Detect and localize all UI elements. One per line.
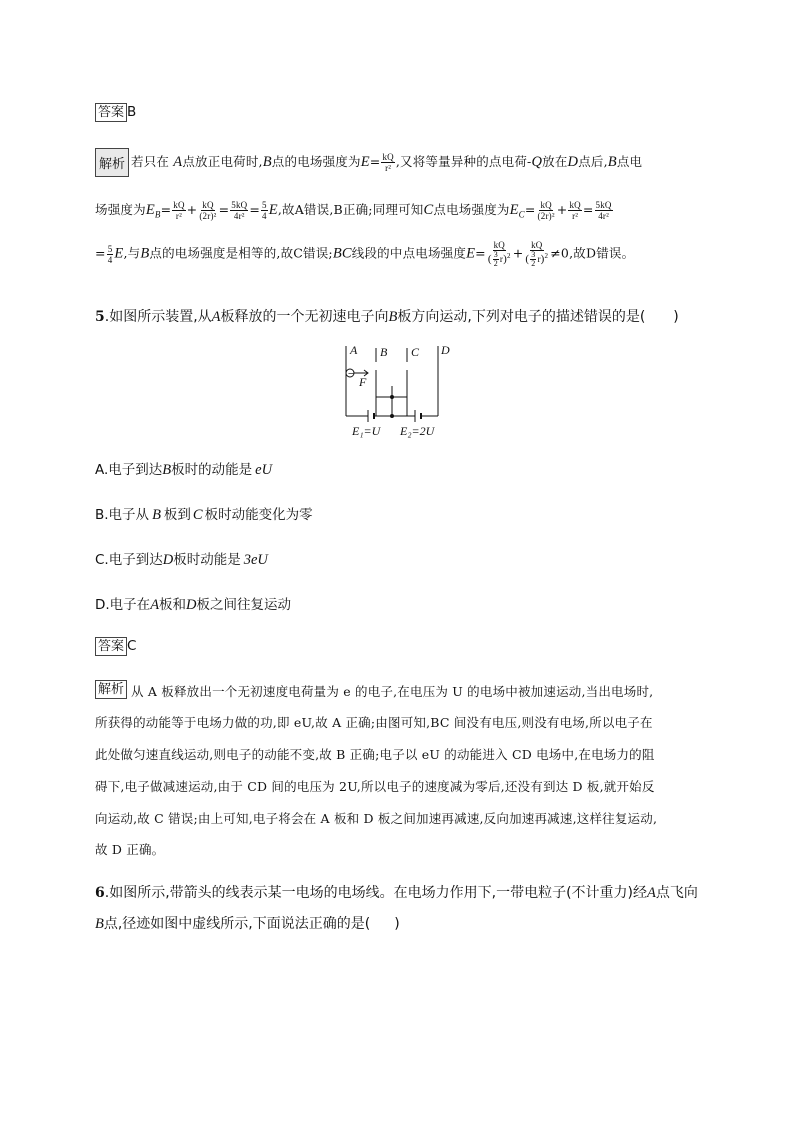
text: 点电: [616, 154, 643, 169]
question-number: 5: [95, 309, 105, 325]
analysis-label: 解析: [95, 680, 127, 699]
label-f: F: [359, 375, 367, 389]
fraction: $\frac{kQ}{\text{(2r)²}}$: [199, 200, 217, 221]
answer-value: C: [127, 638, 137, 654]
analysis2-line-1: 从 A 板释放出一个无初速度电荷量为 e 的电子,在电压为 U 的电场中被加速运动,当出电场时,: [131, 684, 654, 699]
var: C: [423, 202, 434, 218]
var: Q: [531, 154, 543, 170]
var: A: [173, 154, 183, 170]
label-c: C: [411, 345, 420, 359]
fraction: $\frac{kQ}{\text{(2r)²}}$: [537, 200, 555, 221]
fraction: $\frac{5kQ}{\text{4r²}}$: [595, 200, 612, 221]
analysis2-line-5: 向运动,故 C 错误;由上可知,电子将会在 A 板和 D 板之间加速再减速,反向加速再减速,这样往复运动,: [95, 811, 658, 826]
capacitor-plates-figure: [330, 340, 470, 440]
var: E: [466, 245, 476, 262]
text: 错误;: [303, 245, 333, 261]
answer-block-1: [95, 103, 136, 122]
fraction: $\frac{kQ}{\text{r²}}$: [569, 200, 581, 221]
fraction: kQ ( $\frac{3}{2}$ r)$^2$: [525, 240, 549, 269]
question-5: [95, 306, 679, 326]
fraction: $\frac{kQ}{\text{r²}}$: [382, 152, 394, 173]
text: 点的电场强度为: [271, 154, 361, 169]
text: 放在: [542, 154, 568, 169]
text: ): [673, 309, 679, 325]
var: B: [607, 154, 617, 170]
label-e2: E₂=2U: [400, 424, 435, 438]
subscript: C: [518, 209, 525, 220]
text: 错误,: [303, 202, 334, 217]
analysis2-line-2: 所获得的动能等于电场力做的功,即 eU,故 A 正确;由图可知,BC 间没有电压,则没有电场,所以电子在: [95, 715, 653, 730]
answer-label: 答案: [95, 103, 127, 122]
text: 点电场强度为: [433, 202, 510, 217]
answer-value: B: [127, 104, 137, 120]
label-d: D: [441, 343, 450, 357]
fraction: $\frac{5kQ}{\text{4r²}}$: [231, 200, 248, 221]
option-c[interactable]: C.电子到达D板时动能是 3eU: [95, 552, 268, 568]
text: 若只在: [131, 154, 170, 169]
text: ≠0,故: [550, 245, 586, 261]
text: B: [333, 202, 343, 217]
question-6-line-2: B点,径迹如图中虚线所示,下面说法正确的是( ): [95, 916, 400, 932]
text: 点后,: [578, 154, 608, 169]
analysis-label-2: [95, 680, 127, 699]
var: B: [388, 309, 398, 325]
label-e1: E₁=U: [352, 424, 381, 438]
analysis2-line-3: 此处做匀速直线运动,则电子的动能不变,故 B 正确;电子以 eU 的动能进入 CD 电场中,在电场力的阻: [95, 747, 655, 762]
text: .如图所示装置,从: [104, 309, 212, 325]
analysis2-line-4: 碍下,电子做减速运动,由于 CD 间的电压为 2U,所以电子的速度减为零后,还没有到达 D 板,就开始反: [95, 779, 655, 794]
var: E: [509, 202, 519, 218]
option-b[interactable]: B.电子从 B 板到 C 板时动能变化为零: [95, 507, 313, 523]
var: E: [360, 154, 370, 170]
answer-label: 答案: [95, 637, 127, 656]
analysis-label-1: [95, 148, 129, 177]
var: D: [567, 154, 579, 170]
text: 点放正电荷时,: [182, 154, 263, 169]
fraction: kQ ( $\frac{3}{2}$ r)$^2$: [487, 240, 511, 269]
fraction: $\frac{5}{4}$: [107, 243, 113, 265]
text: D: [585, 245, 597, 261]
text: A: [294, 202, 304, 217]
label-a: A: [350, 343, 358, 357]
analysis1-line-2: 场强度为$E_B=$ $\frac{kQ}{\text{r²}}$ + $\frac{kQ}{\text{(2r)²}}$ = $\frac{5kQ}{\text{4r²}}$ = $\frac{5}{4}$ E,故A错误,B正确;同理可知C点电场强度为$E_C=$ $\frac{kQ}{\text{(2r)²}}$ + $\frac{kQ}{\text{r²}}$ = $\frac{5kQ}{\text{4r²}}$: [95, 200, 612, 221]
text: 板释放的一个无初速电子向: [220, 309, 389, 325]
text: C: [293, 245, 304, 261]
var: E: [145, 202, 155, 218]
text: 错误。: [596, 245, 635, 261]
analysis1-line-3: = $\frac{5}{4}$ E,与B点的电场强度是相等的,故C错误;BC线段的中点电场强度E= kQ ( $\frac{3}{2}$ r)$^2$ + kQ ( $\frac{3}{2}$ r)$^2$ ≠0,故D错误。: [95, 240, 635, 269]
analysis1-line-1: [131, 152, 642, 173]
electron-sign: −: [347, 369, 355, 378]
question-6-line-1: 6.如图所示,带箭头的线表示某一电场的电场线。在电场力作用下,一带电粒子(不计重力)经A点飞向: [95, 885, 698, 901]
var: B: [262, 154, 272, 170]
text: 点的电场强度是相等的,故: [149, 245, 294, 261]
text: 板方向运动,下列对电子的描述错误的是(: [397, 309, 646, 325]
fraction: $\frac{5}{4}$: [262, 200, 267, 221]
text: ,故: [277, 202, 295, 217]
answer-block-2: [95, 637, 136, 656]
text: ,又将等量异种的点电荷-: [395, 154, 532, 169]
analysis-label: 解析: [95, 148, 129, 177]
option-a[interactable]: A.电子到达B板时的动能是 eU: [95, 462, 273, 478]
option-d[interactable]: D.电子在A板和D板之间往复运动: [95, 597, 292, 613]
var: A: [211, 309, 221, 325]
var: E: [114, 245, 124, 262]
fraction: $\frac{kQ}{\text{r²}}$: [173, 200, 185, 221]
var: E: [268, 202, 278, 218]
text: 线段的中点电场强度: [351, 245, 467, 261]
text: 正确;同理可知: [342, 202, 424, 217]
subscript: B: [154, 209, 161, 220]
label-b: B: [380, 345, 388, 359]
var: BC: [332, 245, 352, 262]
text: 场强度为: [95, 202, 146, 217]
text: =: [369, 154, 381, 169]
question-number: 6: [95, 885, 105, 901]
text: ,与: [123, 245, 141, 261]
analysis2-line-6: 故 D 正确。: [95, 842, 165, 857]
var: B: [140, 245, 150, 262]
